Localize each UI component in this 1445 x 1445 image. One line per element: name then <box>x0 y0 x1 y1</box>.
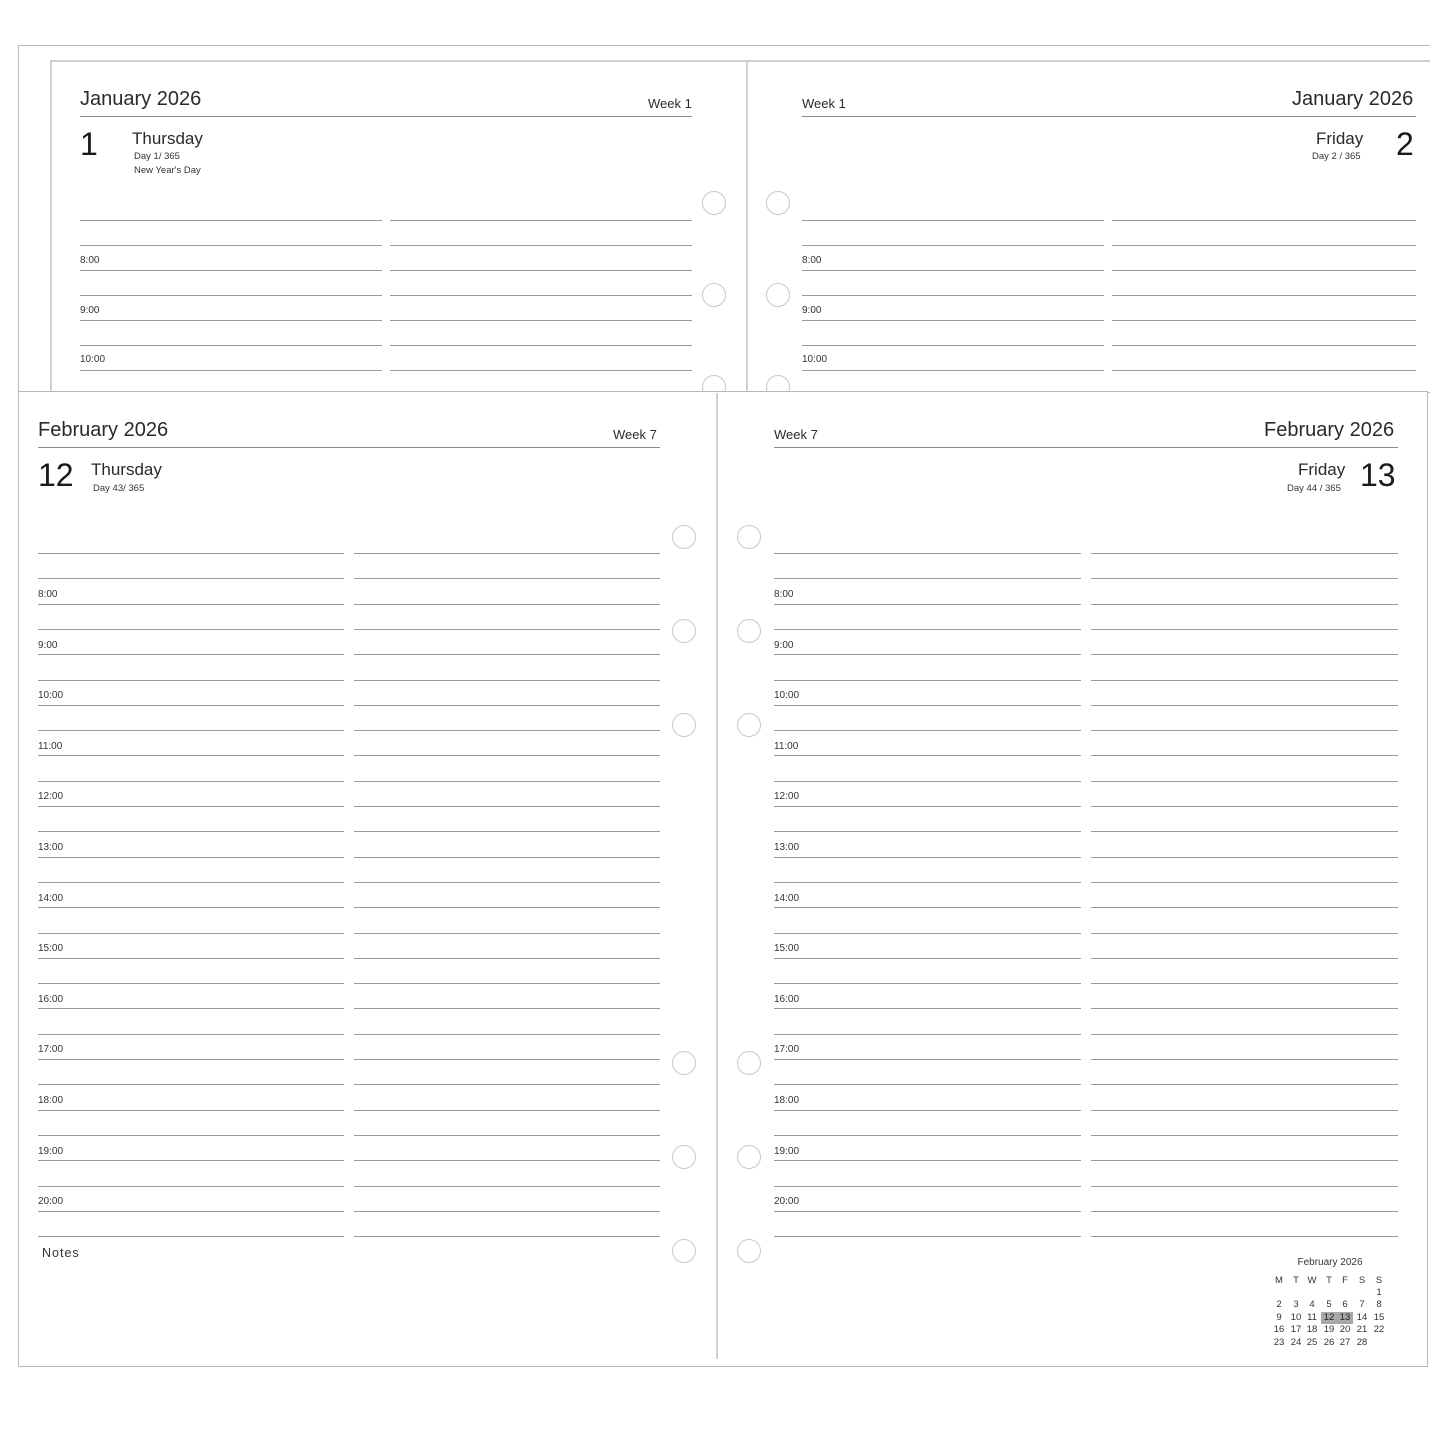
ruled-line <box>1091 604 1398 605</box>
ruled-line <box>354 654 660 655</box>
ruled-line <box>774 1135 1081 1136</box>
ruled-line <box>354 806 660 807</box>
ruled-line <box>802 270 1104 271</box>
ruled-line <box>354 1211 660 1212</box>
ruled-line <box>80 270 382 271</box>
ruled-line <box>1091 680 1398 681</box>
mini-calendar-day: 25 <box>1306 1337 1318 1348</box>
time-label: 10:00 <box>774 690 800 701</box>
mini-calendar-day: 20 <box>1339 1324 1351 1335</box>
ruled-line <box>774 1160 1081 1161</box>
ruled-line <box>774 983 1081 984</box>
ruled-line <box>774 654 1081 655</box>
ruled-line <box>80 370 382 371</box>
ruled-line <box>354 553 660 554</box>
day-number: 12 <box>38 457 74 493</box>
ruled-line <box>38 680 344 681</box>
mini-calendar-day: 23 <box>1273 1337 1285 1348</box>
mini-calendar-day: 7 <box>1359 1299 1365 1310</box>
ruled-line <box>774 857 1081 858</box>
ruled-line <box>38 629 344 630</box>
ruled-line <box>38 578 344 579</box>
day-of-year: Day 2 / 365 <box>1312 151 1361 162</box>
ruled-line <box>354 578 660 579</box>
ruled-line <box>354 629 660 630</box>
mini-calendar-day: 14 <box>1356 1312 1368 1323</box>
ruled-line <box>38 604 344 605</box>
ruled-line <box>1091 882 1398 883</box>
binder-hole <box>672 619 696 643</box>
ruled-line <box>1091 806 1398 807</box>
ruled-line <box>390 320 692 321</box>
day-name: Friday <box>1316 129 1364 148</box>
ruled-line <box>802 320 1104 321</box>
page-month-title: January 2026 <box>1292 88 1414 110</box>
ruled-line <box>354 705 660 706</box>
ruled-line <box>1112 270 1416 271</box>
ruled-line <box>774 831 1081 832</box>
mini-calendar-day: 8 <box>1376 1299 1382 1310</box>
time-label: 9:00 <box>774 640 794 651</box>
page-feb-12 <box>20 393 716 1365</box>
ruled-line <box>1091 933 1398 934</box>
time-label: 17:00 <box>774 1044 800 1055</box>
ruled-line <box>38 907 344 908</box>
binder-hole <box>672 525 696 549</box>
ruled-line <box>390 345 692 346</box>
mini-calendar-day: 18 <box>1306 1324 1318 1335</box>
ruled-line <box>1091 553 1398 554</box>
time-label: 20:00 <box>774 1196 800 1207</box>
mini-calendar-weekday: W <box>1307 1275 1317 1286</box>
mini-calendar-day: 16 <box>1273 1324 1285 1335</box>
ruled-line <box>38 1236 344 1237</box>
ruled-line <box>38 1160 344 1161</box>
ruled-line <box>1091 831 1398 832</box>
ruled-line <box>1091 1008 1398 1009</box>
mini-calendar-day: 4 <box>1309 1299 1315 1310</box>
time-label: 8:00 <box>802 255 822 266</box>
header-rule <box>774 447 1398 448</box>
ruled-line <box>38 1135 344 1136</box>
ruled-line <box>38 1008 344 1009</box>
ruled-line <box>774 958 1081 959</box>
ruled-line <box>774 1186 1081 1187</box>
mini-calendar-day: 5 <box>1326 1299 1332 1310</box>
binder-hole <box>672 1051 696 1075</box>
ruled-line <box>1091 1211 1398 1212</box>
ruled-line <box>802 345 1104 346</box>
ruled-line <box>1091 983 1398 984</box>
ruled-line <box>80 345 382 346</box>
binder-hole <box>672 1145 696 1169</box>
ruled-line <box>1091 781 1398 782</box>
ruled-line <box>774 933 1081 934</box>
ruled-line <box>1091 1110 1398 1111</box>
time-label: 18:00 <box>38 1095 64 1106</box>
mini-calendar-weekday: T <box>1293 1275 1299 1286</box>
binder-hole <box>766 283 790 307</box>
time-label: 11:00 <box>38 741 63 752</box>
mini-calendar-day: 6 <box>1342 1299 1348 1310</box>
ruled-line <box>38 1110 344 1111</box>
mini-calendar-day: 27 <box>1339 1337 1351 1348</box>
time-label: 10:00 <box>80 354 106 365</box>
time-label: 16:00 <box>38 994 64 1005</box>
binder-hole <box>737 619 761 643</box>
ruled-line <box>802 245 1104 246</box>
page-jan-2 <box>746 60 1430 392</box>
ruled-line <box>80 320 382 321</box>
ruled-line <box>1091 705 1398 706</box>
page-month-title: January 2026 <box>80 88 202 110</box>
ruled-line <box>1112 370 1416 371</box>
day-number: 2 <box>1396 126 1414 162</box>
ruled-line <box>774 1211 1081 1212</box>
ruled-line <box>1091 1059 1398 1060</box>
mini-calendar-day: 28 <box>1356 1337 1368 1348</box>
ruled-line <box>774 629 1081 630</box>
time-label: 19:00 <box>38 1146 64 1157</box>
ruled-line <box>38 857 344 858</box>
ruled-line <box>390 370 692 371</box>
time-label: 20:00 <box>38 1196 64 1207</box>
ruled-line <box>774 1034 1081 1035</box>
ruled-line <box>390 220 692 221</box>
mini-calendar-day: 11 <box>1307 1312 1317 1323</box>
header-rule <box>80 116 692 117</box>
time-label: 9:00 <box>802 305 822 316</box>
ruled-line <box>354 1084 660 1085</box>
mini-calendar-day: 3 <box>1293 1299 1299 1310</box>
ruled-line <box>774 604 1081 605</box>
ruled-line <box>354 857 660 858</box>
ruled-line <box>38 806 344 807</box>
ruled-line <box>774 1236 1081 1237</box>
week-label: Week 1 <box>648 96 692 111</box>
ruled-line <box>1091 578 1398 579</box>
ruled-line <box>354 958 660 959</box>
day-of-year: Day 43/ 365 <box>93 483 145 494</box>
day-name: Thursday <box>132 129 203 148</box>
binder-hole <box>702 191 726 215</box>
ruled-line <box>80 245 382 246</box>
time-label: 14:00 <box>38 893 64 904</box>
ruled-line <box>80 295 382 296</box>
time-label: 19:00 <box>774 1146 800 1157</box>
time-label: 14:00 <box>774 893 800 904</box>
ruled-line <box>1112 295 1416 296</box>
mini-calendar-day: 13 <box>1337 1312 1353 1324</box>
day-number: 1 <box>80 126 98 162</box>
header-rule <box>802 116 1416 117</box>
time-label: 10:00 <box>38 690 64 701</box>
time-label: 15:00 <box>774 943 800 954</box>
ruled-line <box>1091 907 1398 908</box>
ruled-line <box>38 1034 344 1035</box>
ruled-line <box>354 907 660 908</box>
mini-calendar-weekday: M <box>1275 1275 1283 1286</box>
mini-calendar-day: 10 <box>1290 1312 1302 1323</box>
mini-calendar-title: February 2026 <box>1297 1257 1363 1268</box>
ruled-line <box>390 245 692 246</box>
ruled-line <box>390 270 692 271</box>
mini-calendar-day: 9 <box>1276 1312 1282 1323</box>
day-name: Thursday <box>91 460 162 479</box>
page-feb-13 <box>718 393 1426 1365</box>
ruled-line <box>774 755 1081 756</box>
ruled-line <box>38 553 344 554</box>
ruled-line <box>354 1186 660 1187</box>
binder-hole <box>737 1051 761 1075</box>
ruled-line <box>802 295 1104 296</box>
ruled-line <box>774 705 1081 706</box>
time-label: 10:00 <box>802 354 828 365</box>
ruled-line <box>354 1135 660 1136</box>
page-month-title: February 2026 <box>1264 419 1395 441</box>
ruled-line <box>1091 1135 1398 1136</box>
time-label: 12:00 <box>38 791 64 802</box>
notes-label: Notes <box>42 1246 80 1260</box>
ruled-line <box>774 882 1081 883</box>
time-label: 18:00 <box>774 1095 800 1106</box>
ruled-line <box>1091 1160 1398 1161</box>
ruled-line <box>38 705 344 706</box>
time-label: 9:00 <box>80 305 100 316</box>
ruled-line <box>802 220 1104 221</box>
ruled-line <box>38 1084 344 1085</box>
mini-calendar-day: 26 <box>1323 1337 1335 1348</box>
ruled-line <box>38 730 344 731</box>
ruled-line <box>774 907 1081 908</box>
time-label: 13:00 <box>774 842 800 853</box>
mini-calendar-weekday: T <box>1326 1275 1332 1286</box>
ruled-line <box>1112 345 1416 346</box>
time-label: 8:00 <box>80 255 100 266</box>
page-month-title: February 2026 <box>38 419 169 441</box>
ruled-line <box>354 680 660 681</box>
ruled-line <box>354 983 660 984</box>
ruled-line <box>1091 857 1398 858</box>
ruled-line <box>38 1211 344 1212</box>
ruled-line <box>774 730 1081 731</box>
ruled-line <box>38 1059 344 1060</box>
time-label: 8:00 <box>38 589 58 600</box>
mini-calendar-day: 21 <box>1356 1324 1368 1335</box>
ruled-line <box>80 220 382 221</box>
mini-calendar-day: 17 <box>1290 1324 1302 1335</box>
ruled-line <box>38 755 344 756</box>
mini-calendar-day: 24 <box>1290 1337 1302 1348</box>
day-of-year: Day 1/ 365 <box>134 151 180 162</box>
ruled-line <box>38 983 344 984</box>
day-number: 13 <box>1360 457 1396 493</box>
time-label: 11:00 <box>774 741 799 752</box>
ruled-line <box>354 730 660 731</box>
ruled-line <box>354 933 660 934</box>
ruled-line <box>38 831 344 832</box>
ruled-line <box>38 654 344 655</box>
time-label: 15:00 <box>38 943 64 954</box>
ruled-line <box>1091 629 1398 630</box>
ruled-line <box>1091 730 1398 731</box>
week-label: Week 1 <box>802 96 846 111</box>
ruled-line <box>1091 958 1398 959</box>
ruled-line <box>354 1110 660 1111</box>
ruled-line <box>354 1236 660 1237</box>
ruled-line <box>390 295 692 296</box>
day-of-year: Day 44 / 365 <box>1287 483 1341 494</box>
ruled-line <box>354 882 660 883</box>
page-jan-1 <box>50 60 746 392</box>
ruled-line <box>354 781 660 782</box>
ruled-line <box>1091 1034 1398 1035</box>
ruled-line <box>38 958 344 959</box>
ruled-line <box>38 781 344 782</box>
time-label: 9:00 <box>38 640 58 651</box>
ruled-line <box>1091 1236 1398 1237</box>
ruled-line <box>354 1034 660 1035</box>
time-label: 17:00 <box>38 1044 64 1055</box>
mini-calendar-weekday: S <box>1375 1275 1383 1286</box>
ruled-line <box>774 1110 1081 1111</box>
ruled-line <box>1112 245 1416 246</box>
mini-calendar-day: 22 <box>1373 1324 1385 1335</box>
ruled-line <box>354 1008 660 1009</box>
time-label: 12:00 <box>774 791 800 802</box>
ruled-line <box>802 370 1104 371</box>
binder-hole <box>672 713 696 737</box>
binder-hole <box>737 525 761 549</box>
week-label: Week 7 <box>774 427 818 442</box>
ruled-line <box>1091 654 1398 655</box>
ruled-line <box>774 1084 1081 1085</box>
ruled-line <box>1091 1186 1398 1187</box>
mini-calendar-day: 15 <box>1373 1312 1385 1323</box>
ruled-line <box>354 755 660 756</box>
ruled-line <box>354 604 660 605</box>
time-label: 13:00 <box>38 842 64 853</box>
ruled-line <box>774 781 1081 782</box>
ruled-line <box>774 578 1081 579</box>
ruled-line <box>774 680 1081 681</box>
week-label: Week 7 <box>613 427 657 442</box>
mini-calendar-weekday: S <box>1358 1275 1366 1286</box>
ruled-line <box>774 806 1081 807</box>
ruled-line <box>774 1059 1081 1060</box>
mini-calendar-day: 2 <box>1276 1299 1282 1310</box>
mini-calendar-weekday: F <box>1342 1275 1348 1286</box>
holiday-label: New Year's Day <box>134 165 201 176</box>
binder-hole <box>702 283 726 307</box>
ruled-line <box>354 831 660 832</box>
time-label: 16:00 <box>774 994 800 1005</box>
ruled-line <box>774 1008 1081 1009</box>
ruled-line <box>354 1160 660 1161</box>
mini-calendar-day: 19 <box>1323 1324 1335 1335</box>
ruled-line <box>38 882 344 883</box>
binder-hole <box>737 1145 761 1169</box>
ruled-line <box>354 1059 660 1060</box>
binder-hole <box>766 191 790 215</box>
ruled-line <box>774 553 1081 554</box>
ruled-line <box>1112 320 1416 321</box>
binder-hole <box>737 1239 761 1263</box>
mini-calendar-day: 12 <box>1321 1312 1337 1324</box>
ruled-line <box>1091 1084 1398 1085</box>
binder-hole <box>737 713 761 737</box>
day-name: Friday <box>1298 460 1346 479</box>
mini-calendar-day: 1 <box>1376 1287 1382 1298</box>
time-label: 8:00 <box>774 589 794 600</box>
ruled-line <box>1091 755 1398 756</box>
ruled-line <box>38 1186 344 1187</box>
ruled-line <box>1112 220 1416 221</box>
ruled-line <box>38 933 344 934</box>
binder-hole <box>672 1239 696 1263</box>
header-rule <box>38 447 660 448</box>
